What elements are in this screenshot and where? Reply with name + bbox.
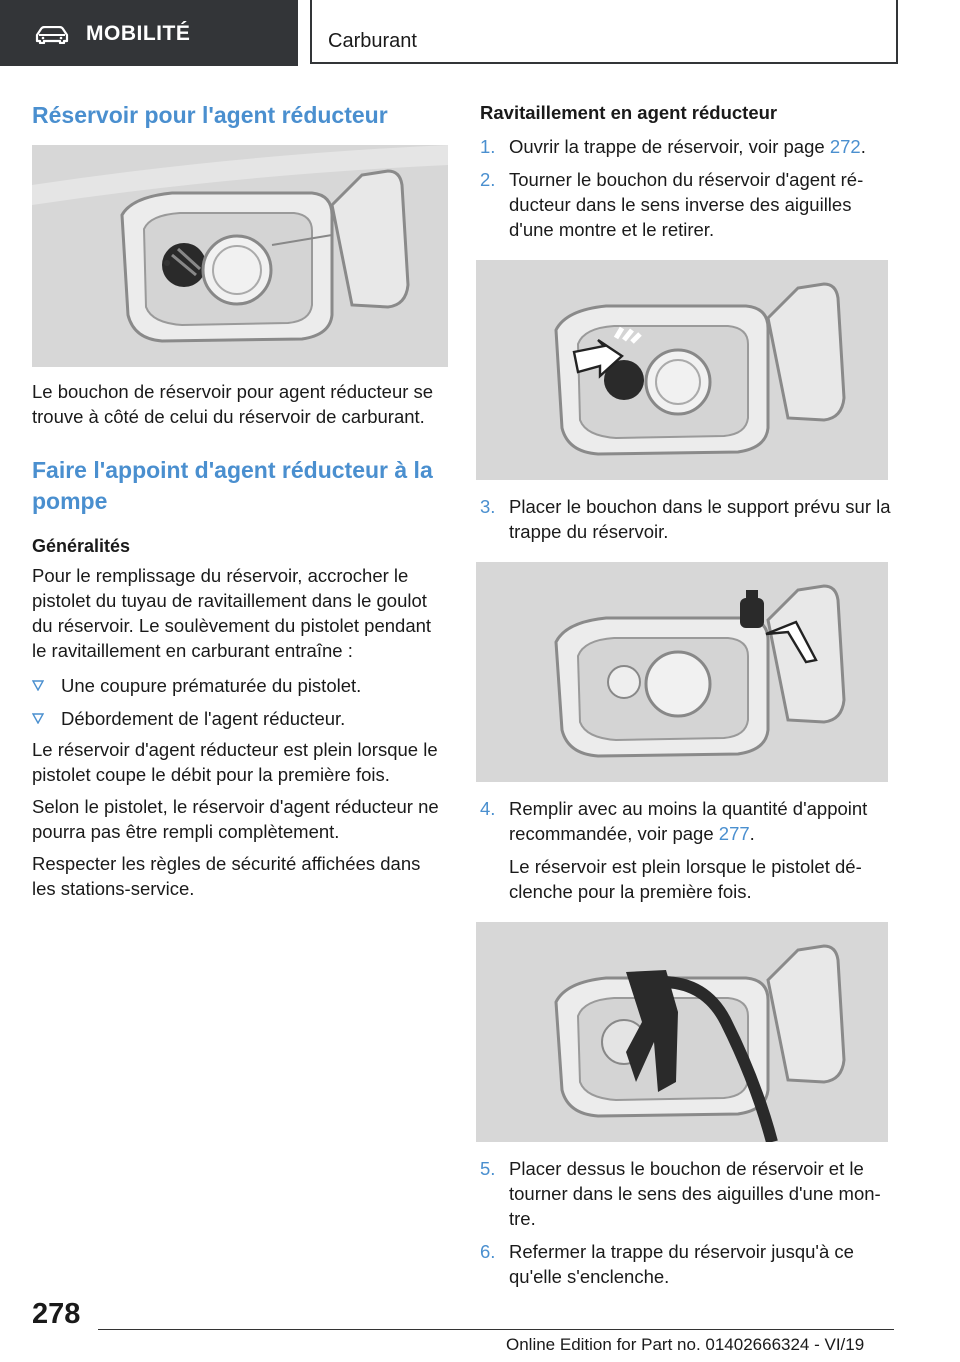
para-pistol: Selon le pistolet, le réservoir d'agent réducteur ne pourra pas être rempli complètement. (32, 796, 439, 842)
step-item (480, 167, 892, 242)
page-number: 278 (32, 1298, 81, 1330)
para-refill: Pour le remplissage du réservoir, accrocher le pistolet du tuyau de ravitaillement dans le goulot du réservoir. Le soulèvement du pistolet pendant le ravitaillement en carburant entraîne : (32, 565, 432, 661)
chapter-title: Carburant (328, 30, 417, 52)
step-number: 4. (480, 798, 496, 819)
step-text: Placer dessus le bouchon de réservoir et le tourner dans le sens des aiguilles d'une montre. (509, 1158, 881, 1229)
page-link[interactable]: 277 (718, 823, 750, 844)
bullet-item (32, 706, 448, 731)
step-text: Placer le bouchon dans le support prévu sur la trappe du réservoir. (509, 496, 891, 542)
footer-divider (98, 1329, 894, 1330)
heading-refueling: Ravitaillement en agent réducteur (480, 102, 778, 123)
step-item (480, 1239, 892, 1289)
bullet-item (32, 673, 448, 698)
step-number: 3. (480, 496, 496, 517)
caption-reservoir: Le bouchon de réservoir pour agent réducteur se trouve à côté de celui du réservoir de carburant. (32, 381, 434, 427)
step-item (480, 494, 892, 544)
car-icon (34, 26, 70, 49)
step-item (480, 796, 892, 904)
bullet-text: Une coupure prématurée du pistolet. (61, 675, 362, 696)
step-text: Remplir avec au moins la quantité d'appoint recommandée, voir page (509, 798, 868, 844)
header-chapter-box (310, 0, 898, 64)
figure-remove-cap (476, 260, 888, 480)
right-column (480, 100, 892, 1289)
bullet-text: Débordement de l'agent réducteur. (61, 708, 346, 729)
left-column (32, 100, 448, 901)
section-title: MOBILITÉ (86, 22, 191, 45)
heading-refill-pump: Faire l'appoint d'agent réducteur à la pompe (32, 457, 433, 514)
step-number: 2. (480, 169, 496, 190)
step-text-end: . (749, 823, 755, 844)
step-number: 1. (480, 136, 496, 157)
step-number: 5. (480, 1158, 496, 1179)
footer-edition: Online Edition for Part no. 01402666324 - VI/19 (506, 1335, 865, 1354)
subheading-general: Généralités (32, 536, 131, 556)
step-item (480, 1156, 892, 1231)
figure-place-cap (476, 562, 888, 782)
step-text: Tourner le bouchon du réservoir d'agent réducteur dans le sens inverse des aiguilles d'une montre et le retirer. (509, 169, 864, 240)
triangle-bullet-icon (32, 680, 44, 691)
step-text: Ouvrir la trappe de réservoir, voir page (509, 136, 830, 157)
figure-reservoir-cap (32, 145, 448, 367)
header-section-tab (0, 0, 298, 66)
step-number: 6. (480, 1241, 496, 1262)
figure-fill-nozzle (476, 922, 888, 1142)
page-link[interactable]: 272 (829, 136, 861, 157)
step-note: Le réservoir est plein lorsque le pistolet déclenche pour la première fois. (509, 856, 862, 902)
triangle-bullet-icon (32, 713, 44, 724)
step-text-end: . (860, 136, 866, 157)
heading-reservoir: Réservoir pour l'agent réducteur (32, 102, 388, 128)
step-item (480, 134, 892, 159)
para-full: Le réservoir d'agent réducteur est plein lorsque le pistolet coupe le débit pour la première fois. (32, 739, 438, 785)
para-safety: Respecter les règles de sécurité affichées dans les stations-service. (32, 853, 421, 899)
step-text: Refermer la trappe du réservoir jusqu'à ce qu'elle s'enclenche. (509, 1241, 854, 1287)
